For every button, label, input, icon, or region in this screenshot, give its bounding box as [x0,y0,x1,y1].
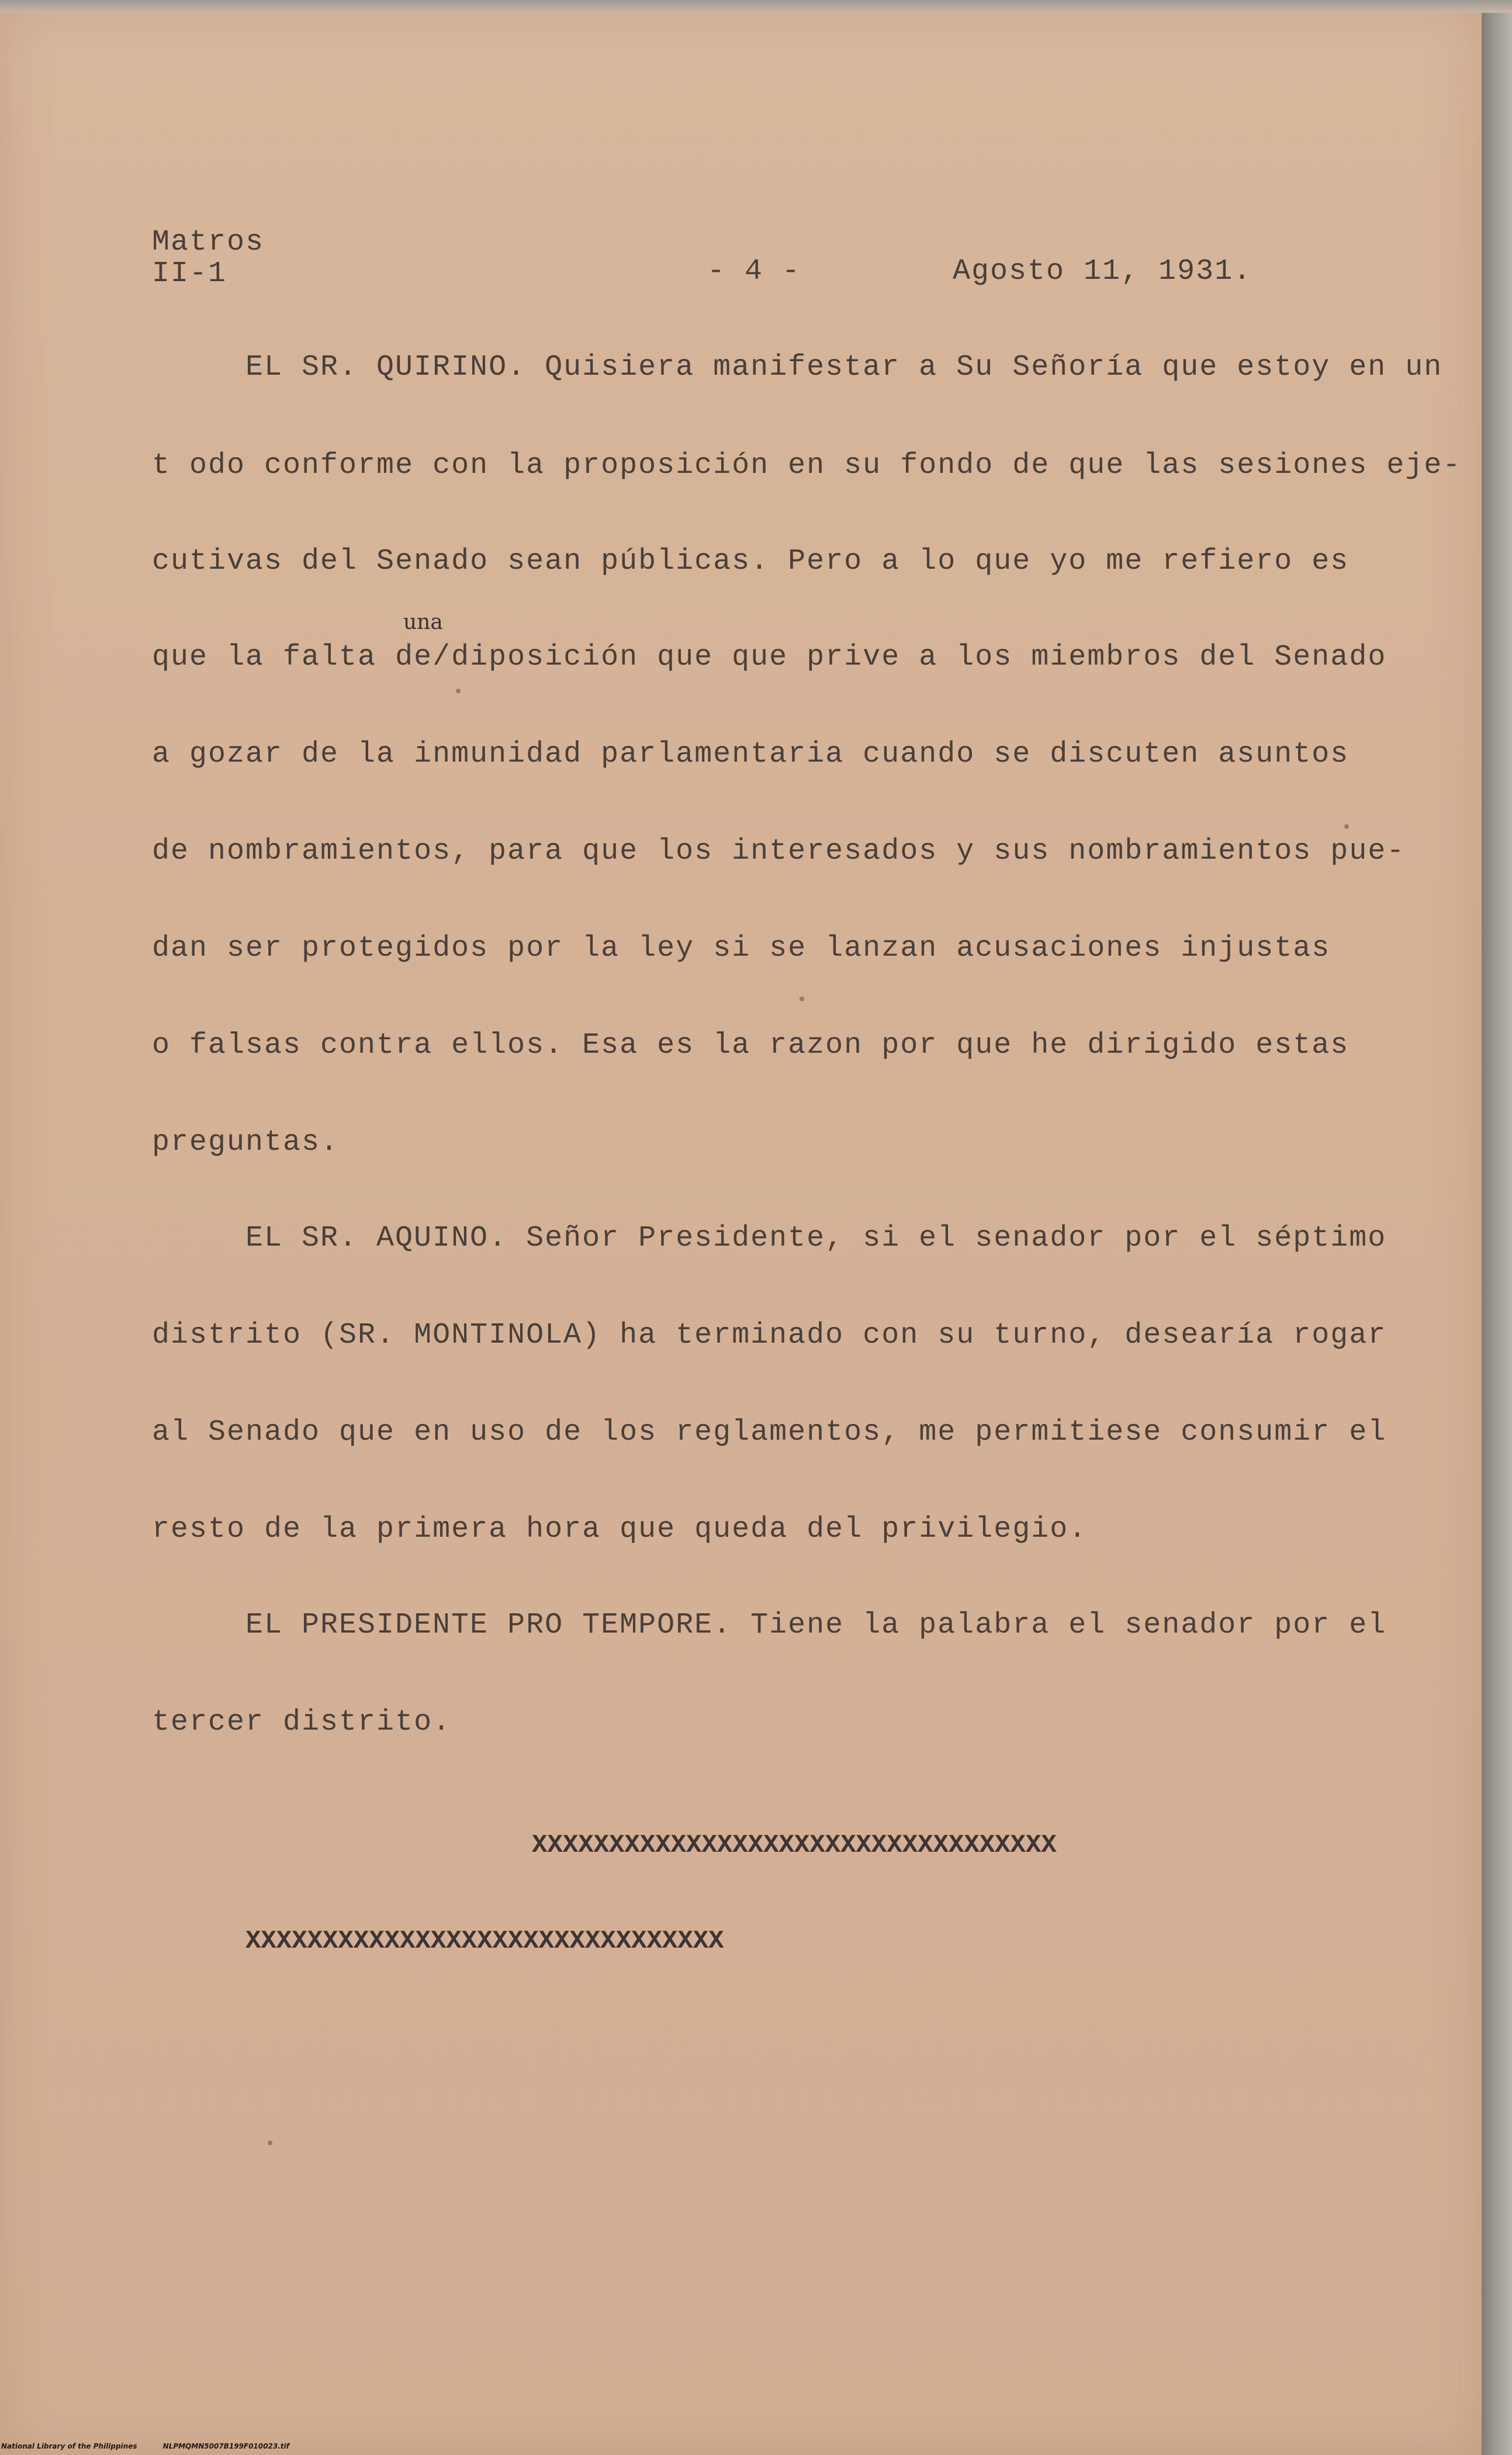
header-name: Matros [152,226,265,259]
ink-speck [1344,824,1349,829]
body-line-1: EL SR. QUIRINO. Quisiera manifestar a Su Señoría que estoy en un [245,351,1443,384]
body-line-15: tercer distrito. [152,1706,452,1739]
struck-line-2: XXXXXXXXXXXXXXXXXXXXXXXXXXXXXXX [245,1927,724,1956]
body-line-12: al Senado que en uso de los reglamentos, me permitiese consumir el [152,1416,1387,1449]
body-line-5: a gozar de la inmunidad parlamentaria cuando se discuten asuntos [152,738,1350,771]
struck-line-1: XXXXXXXXXXXXXXXXXXXXXXXXXXXXXXXXXX [532,1831,1057,1860]
body-line-11: distrito (SR. MONTINOLA) ha terminado con su turno, desearía rogar [152,1319,1387,1352]
body-line-3: cutivas del Senado sean públicas. Pero a lo que yo me refiero es [152,545,1350,578]
ink-speck [456,689,461,693]
handwritten-insertion: una [403,610,443,634]
scan-footer [1,2442,313,2450]
archive-label: National Library of the Philippines [1,2442,137,2450]
scanner-top-edge [0,0,1512,13]
body-line-13: resto de la primera hora que queda del privilegio. [152,1513,1088,1546]
body-line-2: t odo conforme con la proposición en su fondo de que las sesiones eje- [152,449,1462,482]
body-line-4: que la falta de/diposición que que prive a los miembros del Senado [152,641,1387,674]
body-line-7: dan ser protegidos por la ley si se lanzan acusaciones injustas [152,932,1331,965]
ink-speck [800,997,804,1001]
body-line-14: EL PRESIDENTE PRO TEMPORE. Tiene la palabra el senador por el [245,1609,1387,1642]
scanner-edge [1482,0,1512,2455]
page-number: - 4 - [707,255,801,288]
body-line-9: preguntas. [152,1126,340,1159]
body-line-10: EL SR. AQUINO. Señor Presidente, si el senador por el séptimo [245,1222,1387,1255]
header-code: II-1 [152,257,227,291]
body-line-8: o falsas contra ellos. Esa es la razon por que he dirigido estas [152,1029,1350,1062]
file-label: NLPMQMN5007B199F010023.tif [162,2442,289,2450]
ink-speck [268,2141,272,2145]
body-line-6: de nombramientos, para que los interesados y sus nombramientos pue- [152,835,1406,868]
document-date: Agosto 11, 1931. [953,255,1252,288]
